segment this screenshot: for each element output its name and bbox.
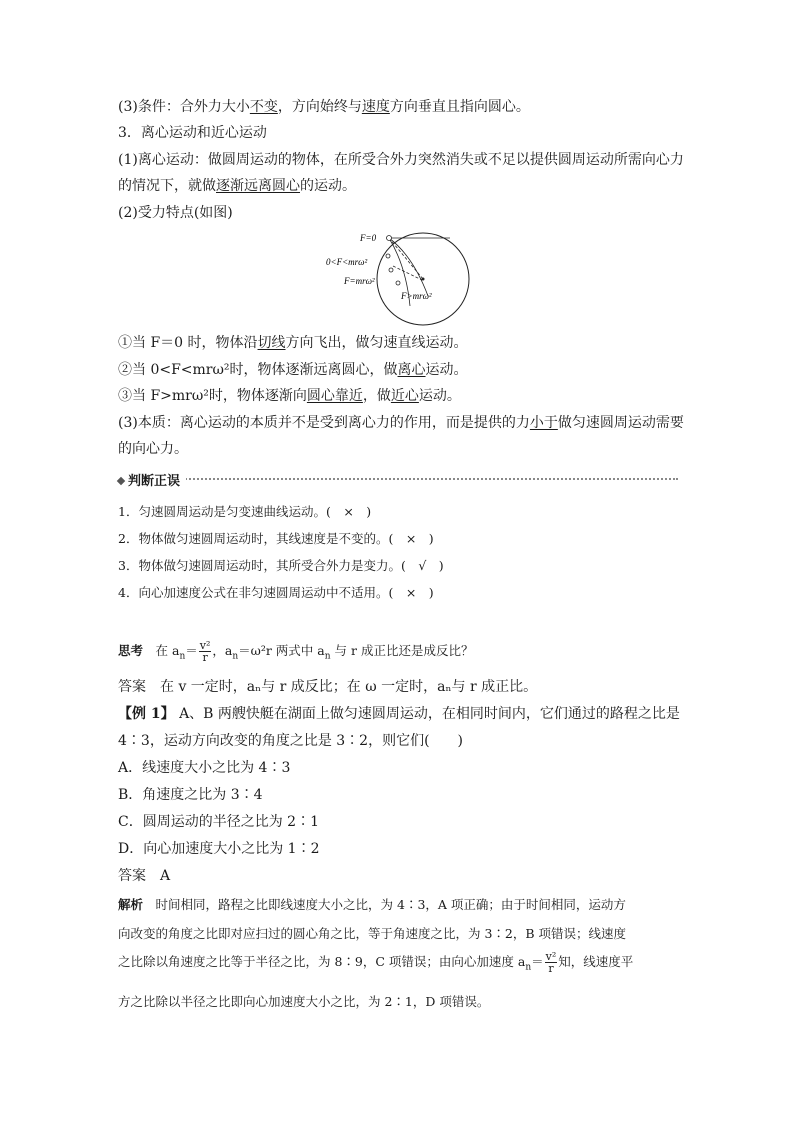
underlined-term: 逐渐远离圆心 [216, 178, 300, 194]
diamond-icon [117, 477, 125, 485]
paragraph-line: (2)受力特点(如图) [118, 205, 233, 221]
subscript: n [179, 651, 186, 662]
paragraph-line: (1)离心运动：做圆周运动的物体，在所受合外力突然消失或不足以提供圆周运动所需向心力 [118, 152, 684, 168]
think-question [118, 640, 473, 668]
label-f-range: 0<F<mrω² [326, 257, 368, 267]
text: 之比除以角速度之比等于半径之比，为 8∶9，C 项错误；由向心加速度 a [118, 954, 526, 969]
object-dot [389, 268, 393, 272]
text: ，做 [362, 388, 391, 404]
example-label: 【例 1】 [118, 706, 175, 722]
analysis-line: 方之比除以半径之比即向心加速度大小之比，为 2∶1，D 项错误。 [118, 994, 490, 1009]
text: 运动。 [418, 388, 461, 404]
text: 做匀速圆周运动需要 [557, 415, 684, 431]
subscript: n [525, 962, 532, 973]
text: 与 r 成正比还是成反比？ [330, 643, 474, 658]
essence-line: 的向心力。 [118, 441, 188, 457]
example-question-line [118, 705, 680, 723]
text: ②当 0<F<mrω²时，物体逐渐远离圆心，做 [118, 362, 398, 378]
case-line [118, 334, 468, 352]
text: (3)条件：合外力大小 [118, 99, 250, 115]
section-heading: 3．离心运动和近心运动 [118, 125, 267, 141]
text: ＝ [185, 643, 198, 658]
analysis-line [118, 950, 633, 980]
section-divider [118, 470, 678, 488]
judge-item: 2．物体做匀速圆周运动时，其线速度是不变的。( × ) [118, 531, 434, 546]
section-title [118, 470, 186, 489]
underlined-term: 小于 [529, 415, 558, 431]
label-f-equal: F=mrω² [344, 276, 375, 286]
text: ①当 F＝0 时，物体沿 [118, 335, 258, 351]
subscript: n [232, 651, 239, 662]
fraction [545, 951, 558, 974]
fraction [199, 640, 212, 663]
judge-item: 3．物体做匀速圆周运动时，其所受合外力是变力。( √ ) [118, 558, 444, 573]
text: ，a [212, 643, 233, 658]
option-b: B．角速度之比为 3∶4 [118, 787, 263, 803]
case-line [118, 387, 461, 405]
numerator: v² [545, 950, 557, 963]
text: 方向飞出，做匀速直线运动。 [285, 335, 468, 351]
analysis-label: 解析 [118, 897, 144, 912]
text: ＝ [531, 954, 544, 969]
paragraph-line [118, 177, 356, 195]
option-c: C．圆周运动的半径之比为 2∶1 [118, 814, 319, 830]
text: 的情况下，就做 [118, 178, 216, 194]
example-question-line: 4∶3，运动方向改变的角度之比是 3∶2，则它们( ) [118, 733, 464, 749]
denominator: r [202, 651, 208, 664]
judge-item: 4．向心加速度公式在非匀速圆周运动中不适用。( × ) [118, 585, 434, 600]
underlined-term: 切线 [257, 335, 286, 351]
text: 在 a [155, 643, 180, 658]
subscript: n [324, 651, 331, 662]
think-answer: 答案 在 v 一定时，aₙ与 r 成反比；在 ω 一定时，aₙ与 r 成正比。 [118, 679, 538, 695]
denominator: r [548, 962, 554, 975]
option-a: A．线速度大小之比为 4∶3 [118, 760, 291, 776]
option-d: D．向心加速度大小之比为 1∶2 [118, 841, 320, 857]
object-dot [387, 236, 392, 241]
underlined-term: 速度 [361, 99, 390, 115]
text: ，方向始终与 [277, 99, 362, 115]
centrifugal-figure [318, 226, 478, 332]
text: A、B 两艘快艇在湖面上做匀速圆周运动，在相同时间内，它们通过的路程之比是 [174, 706, 680, 722]
object-dot [396, 281, 400, 285]
judge-item: 1．匀速圆周运动是匀变速曲线运动。( × ) [118, 504, 372, 519]
text: 的运动。 [300, 178, 356, 194]
underlined-term: 近心 [390, 388, 419, 404]
text: ③当 F>mrω²时，物体逐渐向 [118, 388, 307, 404]
center-dot [422, 278, 425, 281]
object-dot [386, 254, 390, 258]
analysis-line [118, 896, 626, 914]
underlined-term: 不变 [249, 99, 278, 115]
text: (3)本质：离心运动的本质并不是受到离心力的作用，而是提供的力 [118, 415, 530, 431]
essence-line [118, 414, 684, 432]
example-answer: 答案 A [118, 868, 171, 884]
text: ＝ω²r 两式中 a [238, 643, 325, 658]
analysis-line: 向改变的角度之比即对应扫过的圆心角之比，等于角速度之比，为 3∶2，B 项错误；线速度 [118, 926, 627, 941]
numerator: v² [199, 639, 211, 652]
text: 方向垂直且指向圆心。 [389, 99, 530, 115]
think-label: 思考 [118, 643, 144, 658]
condition-line [118, 98, 530, 116]
section-title-text: 判断正误 [128, 474, 181, 489]
dotted-rule [118, 478, 678, 480]
label-f0: F=0 [360, 233, 377, 243]
text: 运动。 [425, 362, 468, 378]
case-line [118, 361, 468, 379]
underlined-term: 离心 [397, 362, 426, 378]
label-f-greater: F>mrω² [401, 291, 432, 301]
text: 知，线速度平 [558, 954, 634, 969]
text: 时间相同，路程之比即线速度大小之比，为 4∶3，A 项正确；由于时间相同，运动方 [143, 897, 626, 912]
underlined-term: 圆心靠近 [306, 388, 363, 404]
